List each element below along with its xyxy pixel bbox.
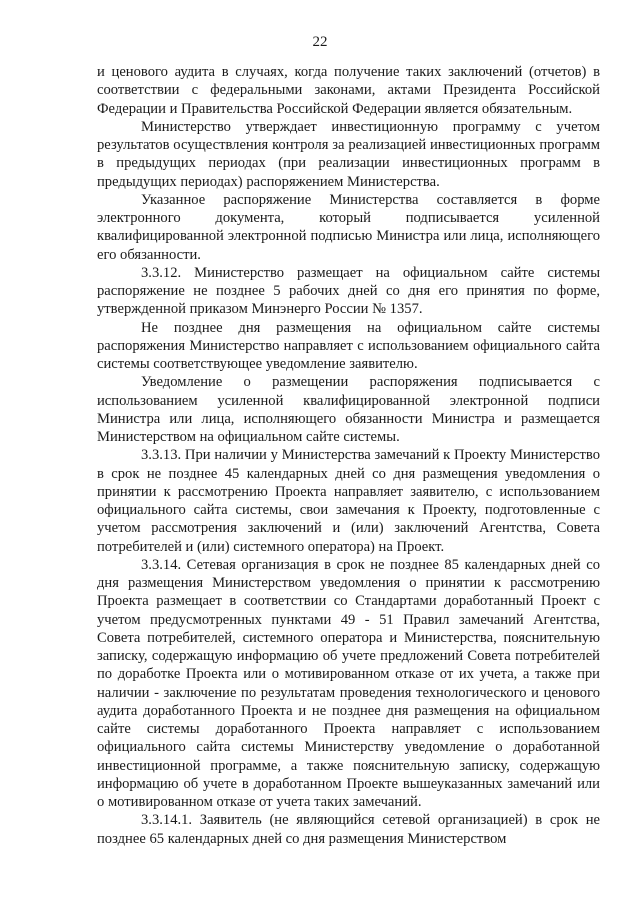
paragraph-notification-signature: Уведомление о размещении распоряжения подписывается с использованием усиленной квалифицированной электронной подписи Министра или лица, исполняющего обязанности Министра и размещается Министерством на официальном сайте системы. bbox=[97, 374, 600, 445]
paragraph-clause-3-3-13: 3.3.13. При наличии у Министерства замечаний к Проекту Министерство в срок не позднее 45 календарных дней со дня размещения уведомления о принятии к рассмотрению Проекта направляет заявителю, с использованием официального сайта системы, свои замечания к Проекту, подготовленные с учетом рассмотрения заключений и (или) заключений Агентства, Совета потребителей и (или) системного оператора) на Проект. bbox=[97, 447, 600, 555]
paragraph-program-approval: Министерство утверждает инвестиционную программу с учетом результатов осуществления контроля за реализацией инвестиционных программ в предыдущих периодах (при реализации инвестиционных программ в предыдущих периодах) распоряжением Министерства. bbox=[97, 118, 600, 190]
paragraph-order-notification: Не позднее дня размещения на официальном сайте системы распоряжения Министерство направляет с использованием официального сайта системы соответствующее уведомление заявителю. bbox=[97, 319, 600, 372]
paragraph-electronic-order: Указанное распоряжение Министерства составляется в форме электронного документа, который подписывается усиленной квалифицированной электронной подписью Министра или лица, исполняющего его обязанности. bbox=[97, 191, 600, 263]
page-number: 22 bbox=[312, 34, 328, 50]
document-body bbox=[97, 63, 600, 848]
paragraph-clause-3-3-14: 3.3.14. Сетевая организация в срок не позднее 85 календарных дней со дня размещения Министерством уведомления о принятии к рассмотрению Проекта размещает в соответствии со Стандартами доработанный Проект с учетом предусмотренных пунктами 49 - 51 Правил замечаний Агентства, Совета потребителей, системного оператора и Министерства, пояснительную записку, содержащую информацию об учете предложений Совета потребителей по доработке Проекта или о мотивированном отказе от их учета, а также при наличии - заключение по результатам проведения технологического и ценового аудита доработанного Проекта и не позднее дня размещения на официальном сайте системы доработанного Проекта направляет с использованием официального сайта системы Министерству уведомление о доработанной инвестиционной программе, а также пояснительную записку, содержащую информацию об учете в доработанном Проекте вышеуказанных замечаний или о мотивированном отказе от учета таких замечаний. bbox=[97, 556, 600, 810]
paragraph-audit-continuation: и ценового аудита в случаях, когда получение таких заключений (отчетов) в соответствии с федеральными законами, актами Президента Российской Федерации и Правительства Российской Федерации является обязательным. bbox=[97, 64, 600, 117]
paragraph-clause-3-3-14-1: 3.3.14.1. Заявитель (не являющийся сетевой организацией) в срок не позднее 65 календарных дней со дня размещения Министерством bbox=[97, 812, 600, 847]
paragraph-clause-3-3-12: 3.3.12. Министерство размещает на официальном сайте системы распоряжение не позднее 5 рабочих дней со дня его принятия по форме, утвержденной приказом Минэнерго России № 1357. bbox=[97, 264, 600, 318]
